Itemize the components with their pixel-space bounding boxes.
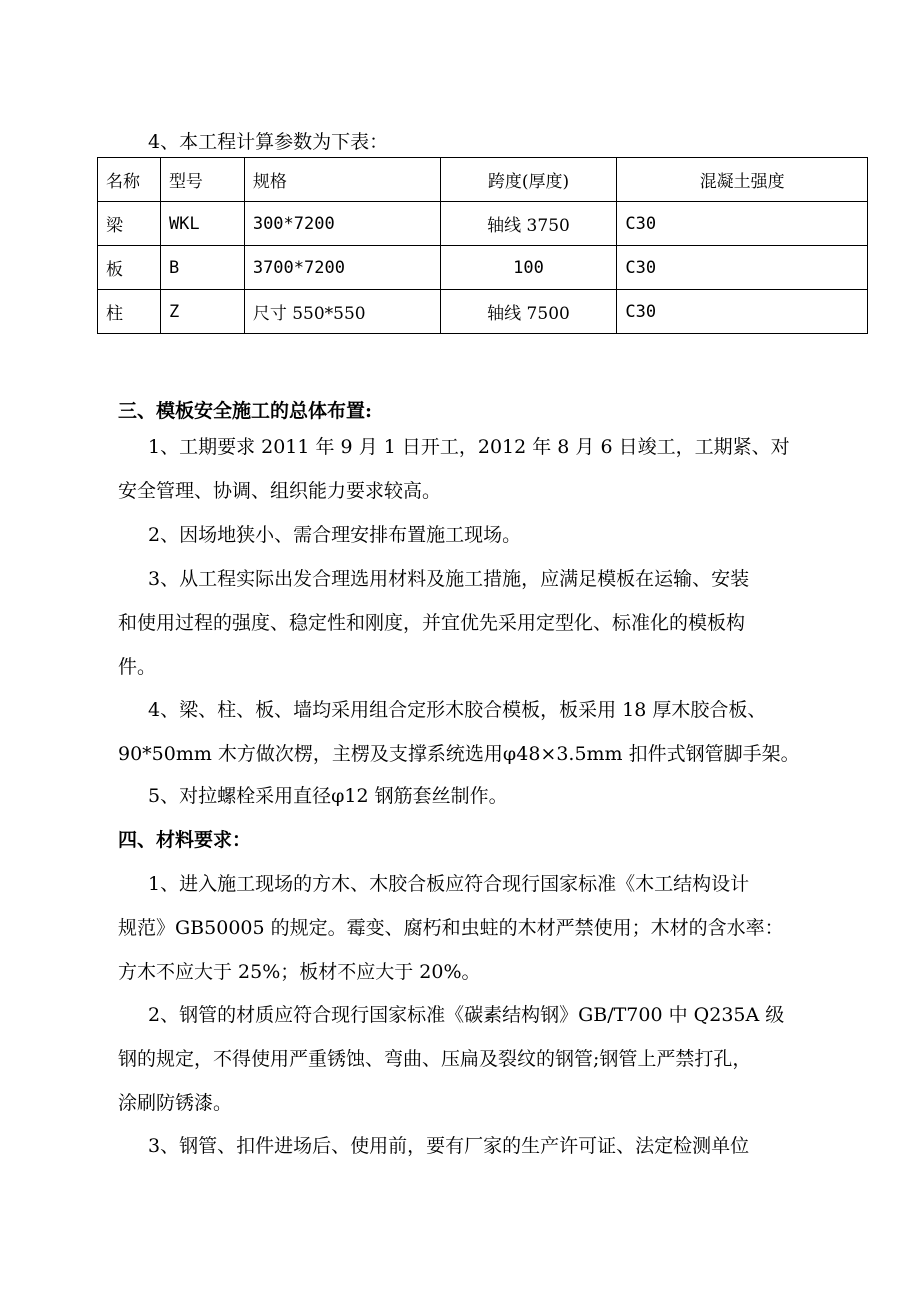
cell-type: B [160, 246, 244, 290]
section-4-item-3 [118, 1124, 830, 1168]
cell-span: 轴线 3750 [440, 202, 617, 246]
paragraph-line: 4、梁、柱、板、墙均采用组合定形木胶合模板，板采用 18 厚木胶合板、 [148, 699, 767, 721]
paragraph-line: 2、钢管的材质应符合现行国家标准《碳素结构钢》GB/T700 中 Q235A 级 [148, 1004, 785, 1026]
cell-concrete: C30 [617, 202, 868, 246]
paragraph-line: 1、工期要求 2011 年 9 月 1 日开工，2012 年 8 月 6 日竣工，工期紧、对 [148, 436, 790, 458]
section-4-item-1 [118, 862, 830, 994]
paragraph-line: 1、进入施工现场的方木、木胶合板应符合现行国家标准《木工结构设计 [148, 873, 750, 895]
cell-concrete: C30 [617, 246, 868, 290]
paragraph-line: 和使用过程的强度、稳定性和刚度，并宜优先采用定型化、标准化的模板构 [118, 612, 746, 634]
table-header-row [98, 158, 868, 202]
header-name: 名称 [98, 158, 161, 202]
section-3-item-4 [118, 688, 830, 776]
cell-name: 柱 [98, 290, 161, 334]
section-3-heading: 三、模板安全施工的总体布置: [118, 400, 373, 422]
paragraph-line: 90*50mm 木方做次楞，主楞及支撑系统选用φ48×3.5mm 扣件式钢管脚手架。 [118, 743, 800, 765]
paragraph-line: 安全管理、协调、组织能力要求较高。 [118, 480, 442, 502]
table-row [98, 290, 868, 334]
cell-spec: 300*7200 [244, 202, 440, 246]
table-row [98, 202, 868, 246]
cell-spec: 3700*7200 [244, 246, 440, 290]
cell-type: WKL [160, 202, 244, 246]
cell-type: Z [160, 290, 244, 334]
paragraph-line: 规范》GB50005 的规定。霉变、腐朽和虫蛀的木材严禁使用；木材的含水率： [118, 917, 784, 939]
cell-name: 梁 [98, 202, 161, 246]
cell-spec: 尺寸 550*550 [244, 290, 440, 334]
paragraph-line: 3、钢管、扣件进场后、使用前，要有厂家的生产许可证、法定检测单位 [148, 1135, 750, 1157]
header-concrete: 混凝土强度 [617, 158, 868, 202]
section-3-item-1 [118, 425, 830, 513]
paragraph-line: 钢的规定，不得使用严重锈蚀、弯曲、压扁及裂纹的钢管;钢管上严禁打孔， [118, 1048, 752, 1070]
cell-name: 板 [98, 246, 161, 290]
parameter-table [97, 157, 868, 334]
section-3-item-3 [118, 557, 830, 689]
section-3-item-2 [118, 513, 830, 557]
header-type: 型号 [160, 158, 244, 202]
paragraph-line: 件。 [118, 656, 157, 678]
paragraph-line: 3、从工程实际出发合理选用材料及施工措施，应满足模板在运输、安装 [148, 568, 750, 590]
paragraph-line: 方木不应大于 25%；板材不应大于 20%。 [118, 961, 481, 983]
paragraph-line: 5、对拉螺栓采用直径φ12 钢筋套丝制作。 [148, 785, 508, 807]
section-4-item-2 [118, 993, 830, 1125]
paragraph-line: 2、因场地狭小、需合理安排布置施工现场。 [148, 524, 522, 546]
header-span: 跨度(厚度) [440, 158, 617, 202]
cell-span: 轴线 7500 [440, 290, 617, 334]
header-spec: 规格 [244, 158, 440, 202]
section-4-heading: 四、材料要求： [118, 829, 252, 851]
paragraph-line: 涂刷防锈漆。 [118, 1092, 233, 1114]
section-3-item-5 [118, 774, 830, 818]
table-row [98, 246, 868, 290]
cell-concrete: C30 [617, 290, 868, 334]
table-intro: 4、本工程计算参数为下表： [148, 131, 389, 153]
cell-span: 100 [440, 246, 617, 290]
